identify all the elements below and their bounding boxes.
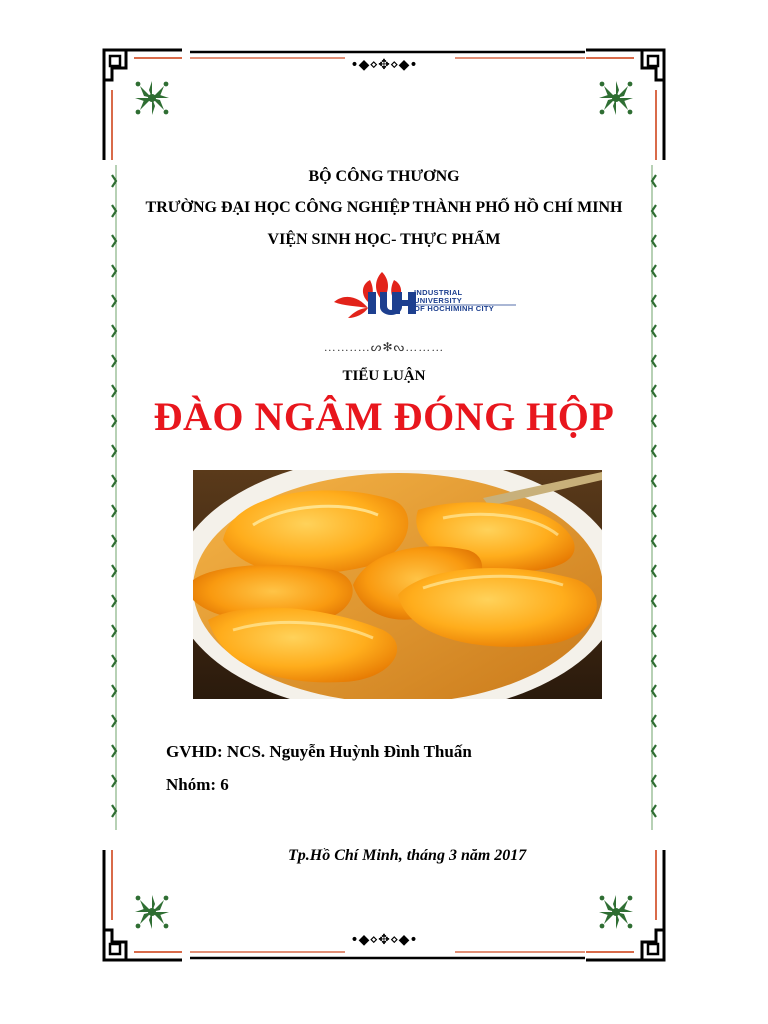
essay-label: TIỂU LUẬN [342, 368, 426, 384]
advisor-line: GVHD: NCS. Nguyễn Huỳnh Đình Thuấn [166, 742, 472, 761]
group-line: Nhóm: 6 [166, 775, 229, 794]
svg-text:•◆⋄✥⋄◆•: •◆⋄✥⋄◆• [350, 932, 418, 948]
peach-photo [193, 470, 602, 699]
svg-text:•◆⋄✥⋄◆•: •◆⋄✥⋄◆• [350, 57, 418, 73]
ministry-name: BỘ CÔNG THƯƠNG [308, 168, 460, 185]
iuh-letters [368, 292, 416, 315]
place-date: Tp.Hồ Chí Minh, tháng 3 năm 2017 [288, 847, 527, 864]
essay-title: ĐÀO NGÂM ĐÓNG HỘP [153, 394, 615, 439]
logo-text [414, 289, 494, 313]
logo-text-line-3: OF HOCHIMINH CITY [414, 304, 495, 313]
ornament-divider: ……..…ᔕ✻ᔓ……… [323, 340, 445, 354]
university-name: TRƯỜNG ĐẠI HỌC CÔNG NGHIỆP THÀNH PHỐ HỒ CHÍ MINH [145, 199, 623, 216]
logo-text-line-2: UNIVERSITY [414, 296, 463, 305]
logo-text-line-1: INDUSTRIAL [414, 288, 463, 297]
institute-name: VIỆN SINH HỌC- THỰC PHẨM [267, 231, 501, 248]
